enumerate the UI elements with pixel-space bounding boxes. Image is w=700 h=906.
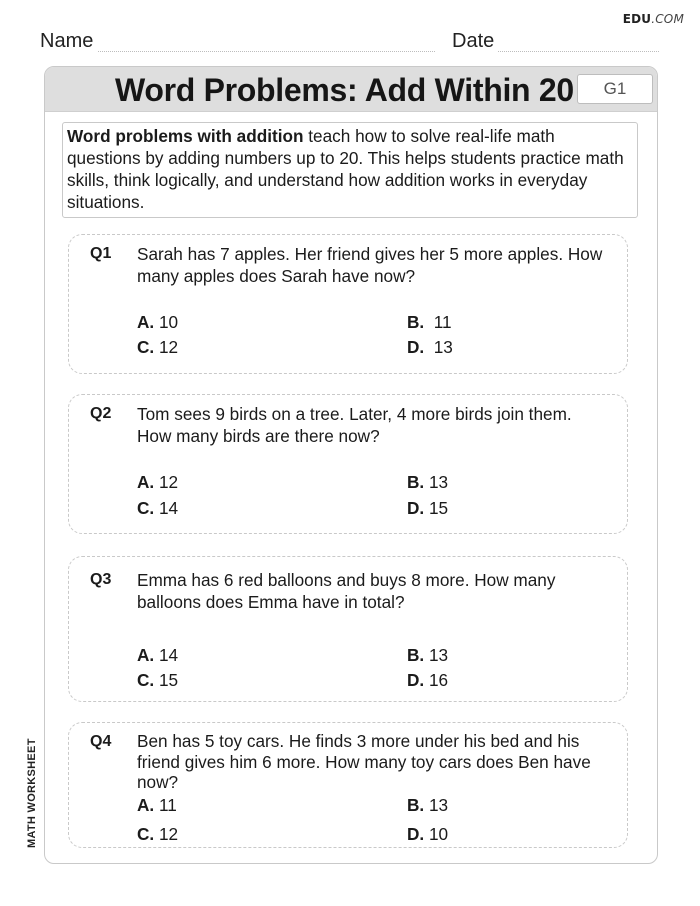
- question-card-4: [68, 722, 628, 848]
- option-letter: D.: [407, 824, 425, 844]
- option-c[interactable]: [137, 824, 178, 845]
- option-value: 11: [433, 312, 452, 332]
- option-letter: D.: [407, 670, 425, 690]
- question-card-2: [68, 394, 628, 534]
- option-value: 10: [158, 312, 179, 332]
- intro-body: teach how to solve real-life math questions by adding numbers up to 20. This helps students practice math skills, think logically, and understand how addition works in everyday situations.: [67, 126, 624, 212]
- option-b[interactable]: [407, 472, 448, 493]
- question-number: Q1: [90, 245, 112, 262]
- name-dotted-line: [40, 51, 435, 52]
- option-letter: B.: [407, 472, 425, 492]
- option-letter: C.: [137, 824, 155, 844]
- question-card-1: [68, 234, 628, 374]
- date-label: Date: [452, 30, 498, 53]
- question-text: Sarah has 7 apples. Her friend gives her 5 more apples. How many apples does Sarah have now?: [137, 244, 603, 286]
- option-d[interactable]: [407, 670, 448, 691]
- option-value: 15: [158, 670, 179, 690]
- option-b[interactable]: [407, 795, 448, 816]
- option-value: 13: [433, 337, 453, 357]
- option-d[interactable]: [407, 824, 448, 845]
- option-value: 12: [158, 337, 179, 357]
- brand-suffix: .COM: [651, 12, 684, 26]
- option-value: 15: [428, 498, 449, 518]
- option-c[interactable]: [137, 498, 178, 519]
- option-value: 14: [158, 645, 179, 665]
- option-b[interactable]: [407, 312, 452, 333]
- question-card-3: [68, 556, 628, 702]
- name-label: Name: [40, 30, 97, 53]
- intro-bold: Word problems with addition: [67, 126, 304, 146]
- option-value: 10: [428, 824, 449, 844]
- page-title: Word Problems: Add Within 20: [115, 72, 574, 108]
- option-value: 11: [158, 795, 177, 815]
- grade-badge: G1: [577, 74, 653, 104]
- option-letter: B.: [407, 795, 425, 815]
- option-value: 13: [428, 645, 449, 665]
- option-letter: D.: [407, 337, 425, 357]
- side-label: MATH WORKSHEET: [26, 738, 38, 848]
- option-d[interactable]: [407, 498, 448, 519]
- option-letter: B.: [407, 645, 425, 665]
- option-value: 12: [158, 824, 179, 844]
- option-d[interactable]: [407, 337, 453, 358]
- option-b[interactable]: [407, 645, 448, 666]
- option-a[interactable]: [137, 472, 178, 493]
- option-value: 16: [428, 670, 449, 690]
- question-number: Q2: [90, 405, 112, 422]
- option-letter: A.: [137, 312, 155, 332]
- name-field[interactable]: [40, 30, 435, 54]
- option-value: 14: [158, 498, 179, 518]
- option-a[interactable]: [137, 795, 177, 816]
- option-letter: D.: [407, 498, 425, 518]
- option-value: 13: [428, 795, 449, 815]
- title-bar: [45, 67, 657, 112]
- option-letter: C.: [137, 337, 155, 357]
- option-letter: A.: [137, 472, 155, 492]
- option-c[interactable]: [137, 337, 178, 358]
- question-text: Tom sees 9 birds on a tree. Later, 4 more birds join them. How many birds are there now?: [137, 404, 572, 446]
- question-text: Emma has 6 red balloons and buys 8 more. How many balloons does Emma have in total?: [137, 570, 556, 612]
- brand-logo: [623, 12, 684, 26]
- option-letter: A.: [137, 645, 155, 665]
- question-text: Ben has 5 toy cars. He finds 3 more under his bed and his friend gives him 6 more. How many toy cars does Ben have now?: [137, 731, 591, 792]
- option-a[interactable]: [137, 645, 178, 666]
- date-field[interactable]: [452, 30, 659, 54]
- option-c[interactable]: [137, 670, 178, 691]
- option-a[interactable]: [137, 312, 178, 333]
- brand-name: EDU: [622, 12, 652, 26]
- question-number: Q4: [90, 733, 112, 750]
- option-letter: A.: [137, 795, 155, 815]
- intro-text: [62, 122, 638, 218]
- option-letter: C.: [137, 670, 155, 690]
- question-number: Q3: [90, 571, 112, 588]
- option-letter: B.: [407, 312, 425, 332]
- option-value: 13: [428, 472, 449, 492]
- option-value: 12: [158, 472, 179, 492]
- option-letter: C.: [137, 498, 155, 518]
